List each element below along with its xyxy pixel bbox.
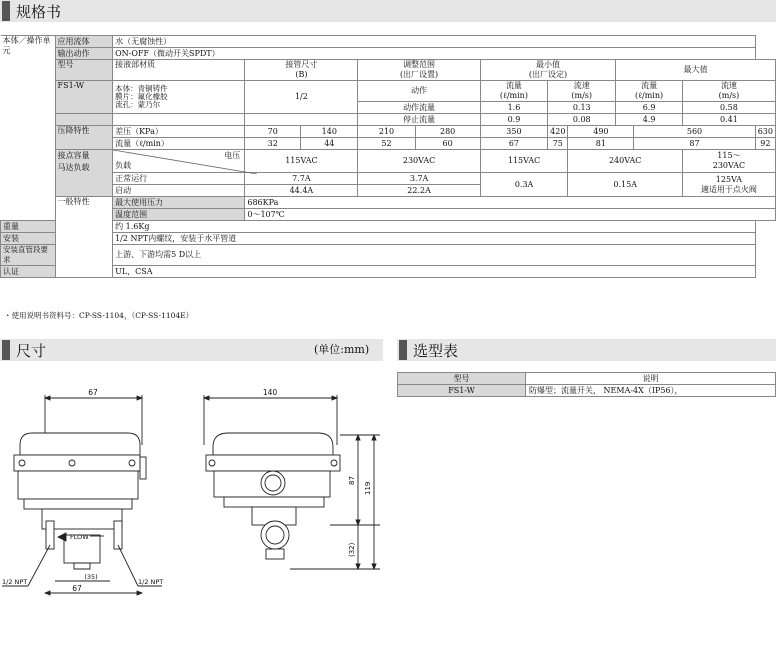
output-value: ON-OFF（微动开关SPDT） (113, 48, 756, 60)
dim-119: 119 (364, 481, 372, 495)
diff-value: 140 (301, 126, 358, 138)
fluid-label: 应用流体 (55, 36, 113, 48)
diff-label: 差压（KPa） (113, 126, 245, 138)
voltage-label: 电压 (224, 151, 241, 160)
cert-value: UL，CSA (113, 266, 756, 278)
temp-value: 0～107℃ (245, 209, 776, 221)
pipe-label: 接管尺寸 (285, 60, 318, 69)
res-03: 0.3A (480, 173, 568, 197)
load-label: 负载 (115, 161, 132, 170)
section-bar (399, 340, 407, 360)
normal-115: 7.7A (245, 173, 358, 185)
flow-value: 52 (358, 138, 415, 150)
dim-140: 140 (262, 388, 278, 397)
stop-flow-label: 停止流量 (358, 114, 480, 126)
cert-label: 认证 (1, 266, 56, 278)
pilot-duty: 125VA 適适用于点火阀 (682, 173, 775, 197)
sel-header-desc: 说明 (526, 373, 776, 385)
straight-value: 上游、下游均需5 D以上 (113, 245, 756, 266)
flow2-label: 流量（ℓ/min） (113, 138, 245, 150)
maxp-label: 最大使用压力 (113, 197, 245, 209)
max-label: 最大值 (616, 60, 776, 81)
model-value: FS1-W (55, 81, 113, 114)
flow-value: 81 (568, 138, 634, 150)
flow-value: 44 (301, 138, 358, 150)
res-015: 0.15A (568, 173, 682, 197)
dim-67-bottom: 67 (72, 584, 82, 593)
spec-section-header (0, 0, 776, 22)
normal-230: 3.7A (358, 173, 480, 185)
spacer (55, 114, 113, 126)
start-label: 启动 (113, 185, 245, 197)
max-op-vel: 0.58 (682, 102, 775, 114)
weight-label: 重量 (1, 221, 56, 233)
npt-right-label: 1/2 NPT (138, 578, 164, 586)
diff-value: 420 (548, 126, 568, 138)
general-label: 一般特性 (55, 197, 113, 278)
diff-value: 70 (245, 126, 301, 138)
pipe-size-header (245, 60, 358, 81)
pipe-unit: (B) (295, 70, 308, 79)
selection-table (397, 372, 776, 397)
normal-label: 正常运行 (113, 173, 245, 185)
weight-value: 约 1.6Kg (113, 221, 756, 233)
output-label: 输出动作 (55, 48, 113, 60)
wetted-label: 接液部材质 (113, 60, 245, 81)
diff-value: 630 (755, 126, 775, 138)
diff-value: 210 (358, 126, 415, 138)
min-label: 最小值 (535, 60, 560, 69)
section-bar (2, 340, 10, 360)
sel-title: 选型表 (413, 341, 459, 360)
sel-desc: 防爆型；流量开关， NEMA-4X（IP56）， (526, 385, 776, 397)
dim-67-top: 67 (88, 388, 98, 397)
diff-value: 490 (568, 126, 634, 138)
adjust-sub: (出厂设置) (399, 70, 439, 79)
adjust-label: 调整范围 (403, 60, 436, 69)
flow-value: 75 (548, 138, 568, 150)
sel-header-model: 型号 (398, 373, 526, 385)
max-stop-vel: 0.41 (682, 114, 775, 126)
dim-unit: (单位:mm) (314, 343, 370, 356)
spec-title: 规格书 (16, 2, 62, 21)
adjust-header (358, 60, 480, 81)
fluid-value: 水（无腐蚀性） (113, 36, 756, 48)
dim-87: 87 (348, 476, 356, 485)
install-value: 1/2 NPT内螺纹，安装于水平管道 (113, 233, 756, 245)
temp-label: 温度范围 (113, 209, 245, 221)
max-op-flow: 6.9 (616, 102, 683, 114)
dim-35: (35) (84, 573, 98, 581)
dimension-drawing (0, 385, 400, 625)
min-vel-header: 流速 (m/s) (548, 81, 616, 102)
v-240: 240VAC (568, 150, 682, 173)
min-sub: (出厂设定) (528, 70, 568, 79)
min-stop-vel: 0.08 (548, 114, 616, 126)
dim-32: (32) (348, 542, 356, 557)
dim-title: 尺寸 (16, 341, 47, 360)
sel-model: FS1-W (398, 385, 526, 397)
voltage-load-cell (113, 150, 245, 173)
straight-label: 安装直管段要求 (1, 245, 56, 266)
action-label: 动作 (358, 81, 480, 102)
v-230a: 230VAC (358, 150, 480, 173)
diff-value: 560 (634, 126, 755, 138)
flow-label: FLOW (70, 533, 89, 541)
max-stop-flow: 4.9 (616, 114, 683, 126)
manual-note: ・使用说明书资料号：CP-SS-1104，（CP-SS-1104E） (4, 311, 194, 320)
spacer (113, 114, 245, 126)
min-stop-flow: 0.9 (480, 114, 547, 126)
flow-value: 87 (634, 138, 755, 150)
v-115a: 115VAC (245, 150, 358, 173)
flow-value: 92 (755, 138, 775, 150)
min-op-flow: 1.6 (480, 102, 547, 114)
flow-value: 60 (415, 138, 480, 150)
body-label: 本体／操作单元 (1, 36, 56, 221)
start-115: 44.4A (245, 185, 358, 197)
diff-value: 350 (480, 126, 547, 138)
material-cell: 本体：青铜铸件 膜片：氟化橡胶 流孔：蒙乃尔 (113, 81, 245, 114)
maxp-value: 686KPa (245, 197, 776, 209)
spacer (245, 114, 358, 126)
start-230: 22.2A (358, 185, 480, 197)
min-op-vel: 0.13 (548, 102, 616, 114)
flow-value: 32 (245, 138, 301, 150)
front-view (204, 388, 380, 569)
diff-value: 280 (415, 126, 480, 138)
flow-value: 67 (480, 138, 547, 150)
install-label: 安装 (1, 233, 56, 245)
side-view (2, 388, 163, 595)
npt-left-label: 1/2 NPT (2, 578, 28, 586)
max-vel-header: 流速 (m/s) (682, 81, 775, 102)
op-flow-label: 动作流量 (358, 102, 480, 114)
spec-table (0, 35, 776, 278)
v-range: 115～ 230VAC (682, 150, 775, 173)
model-label: 型号 (55, 60, 113, 81)
min-flow-header: 流量 (ℓ/min) (480, 81, 547, 102)
sel-section-header (397, 339, 776, 361)
v-115b: 115VAC (480, 150, 568, 173)
section-bar (2, 1, 10, 21)
min-header (480, 60, 616, 81)
pipe-value: 1/2 (245, 81, 358, 114)
pressure-drop-label: 压降特性 (55, 126, 113, 150)
max-flow-header: 流量 (ℓ/min) (616, 81, 683, 102)
contact-label: 接点容量 马达负载 (55, 150, 113, 197)
